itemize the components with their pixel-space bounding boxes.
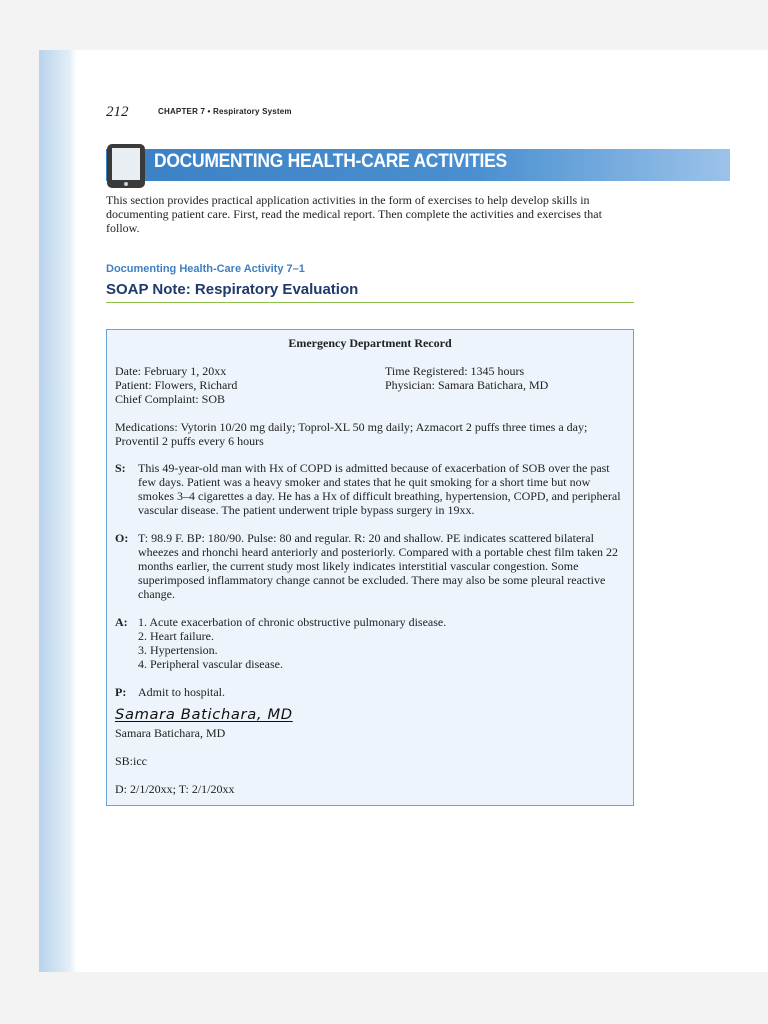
plan-section: [115, 685, 625, 699]
emergency-department-record: [106, 329, 634, 806]
plan-label: P:: [115, 685, 127, 699]
objective-label: O:: [115, 531, 129, 545]
record-patient: Patient: Flowers, Richard: [115, 378, 238, 392]
left-margin-strip: [39, 50, 77, 972]
patient-info: [115, 364, 237, 406]
running-head: [106, 104, 292, 121]
visit-info: [385, 364, 548, 392]
subjective-section: [115, 461, 625, 517]
assessment-item: 4. Peripheral vascular disease.: [138, 657, 283, 671]
assessment-item: 3. Hypertension.: [138, 643, 218, 657]
transcription-initials: SB:icc: [115, 754, 147, 768]
chapter-title: CHAPTER 7 • Respiratory System: [158, 107, 292, 116]
record-physician: Physician: Samara Batichara, MD: [385, 378, 549, 392]
assessment-item: 2. Heart failure.: [138, 629, 214, 643]
tablet-icon: [104, 142, 148, 190]
divider: [106, 302, 634, 303]
page-number: 212: [106, 104, 129, 120]
subjective-label: S:: [115, 461, 126, 475]
objective-text: T: 98.9 F. BP: 180/90. Pulse: 80 and regular. R: 20 and shallow. PE indicates scattered bilateral wheezes and rhonchi heard anteriorly and posteriorly. Compared with a portable chest film taken 22 months earlier, the current study most likely indicates interstitial vascular congestion. Some superimposed inflammatory change cannot be excluded. There may also be some pleural reactive change.: [138, 531, 619, 601]
record-time: Time Registered: 1345 hours: [385, 364, 525, 378]
assessment-label: A:: [115, 615, 128, 629]
activity-title: SOAP Note: Respiratory Evaluation: [106, 281, 359, 298]
signature-name: Samara Batichara, MD: [115, 726, 226, 740]
activity-label: Documenting Health-Care Activity 7–1: [106, 263, 305, 275]
medications: Medications: Vytorin 10/20 mg daily; Toprol-XL 50 mg daily; Azmacort 2 puffs three times a day; Proventil 2 puffs every 6 hours: [115, 420, 588, 448]
handwritten-signature: Samara Batichara, MD: [115, 707, 293, 723]
assessment-section: [115, 615, 625, 671]
record-title: Emergency Department Record: [288, 336, 452, 350]
assessment-item: 1. Acute exacerbation of chronic obstructive pulmonary disease.: [138, 615, 447, 629]
dictation-dates: D: 2/1/20xx; T: 2/1/20xx: [115, 782, 235, 796]
subjective-text: This 49-year-old man with Hx of COPD is admitted because of exacerbation of SOB over the past few days. Patient was a heavy smoker and states that he quit smoking for a short time but now smokes 3–4 cigarettes a day. He has a Hx of difficult breathing, hypertension, COPD, and peripheral vascular disease. The patient underwent triple bypass surgery in 19xx.: [138, 461, 621, 517]
section-title: DOCUMENTING HEALTH-CARE ACTIVITIES: [154, 151, 507, 172]
plan-text: Admit to hospital.: [138, 685, 225, 699]
record-complaint: Chief Complaint: SOB: [115, 392, 226, 406]
section-intro: This section provides practical application activities in the form of exercises to help develop skills in documenting patient care. First, read the medical report. Then complete the activities and exercises that follow.: [106, 193, 602, 235]
assessment-list: [138, 615, 625, 671]
objective-section: [115, 531, 625, 601]
record-date: Date: February 1, 20xx: [115, 364, 227, 378]
